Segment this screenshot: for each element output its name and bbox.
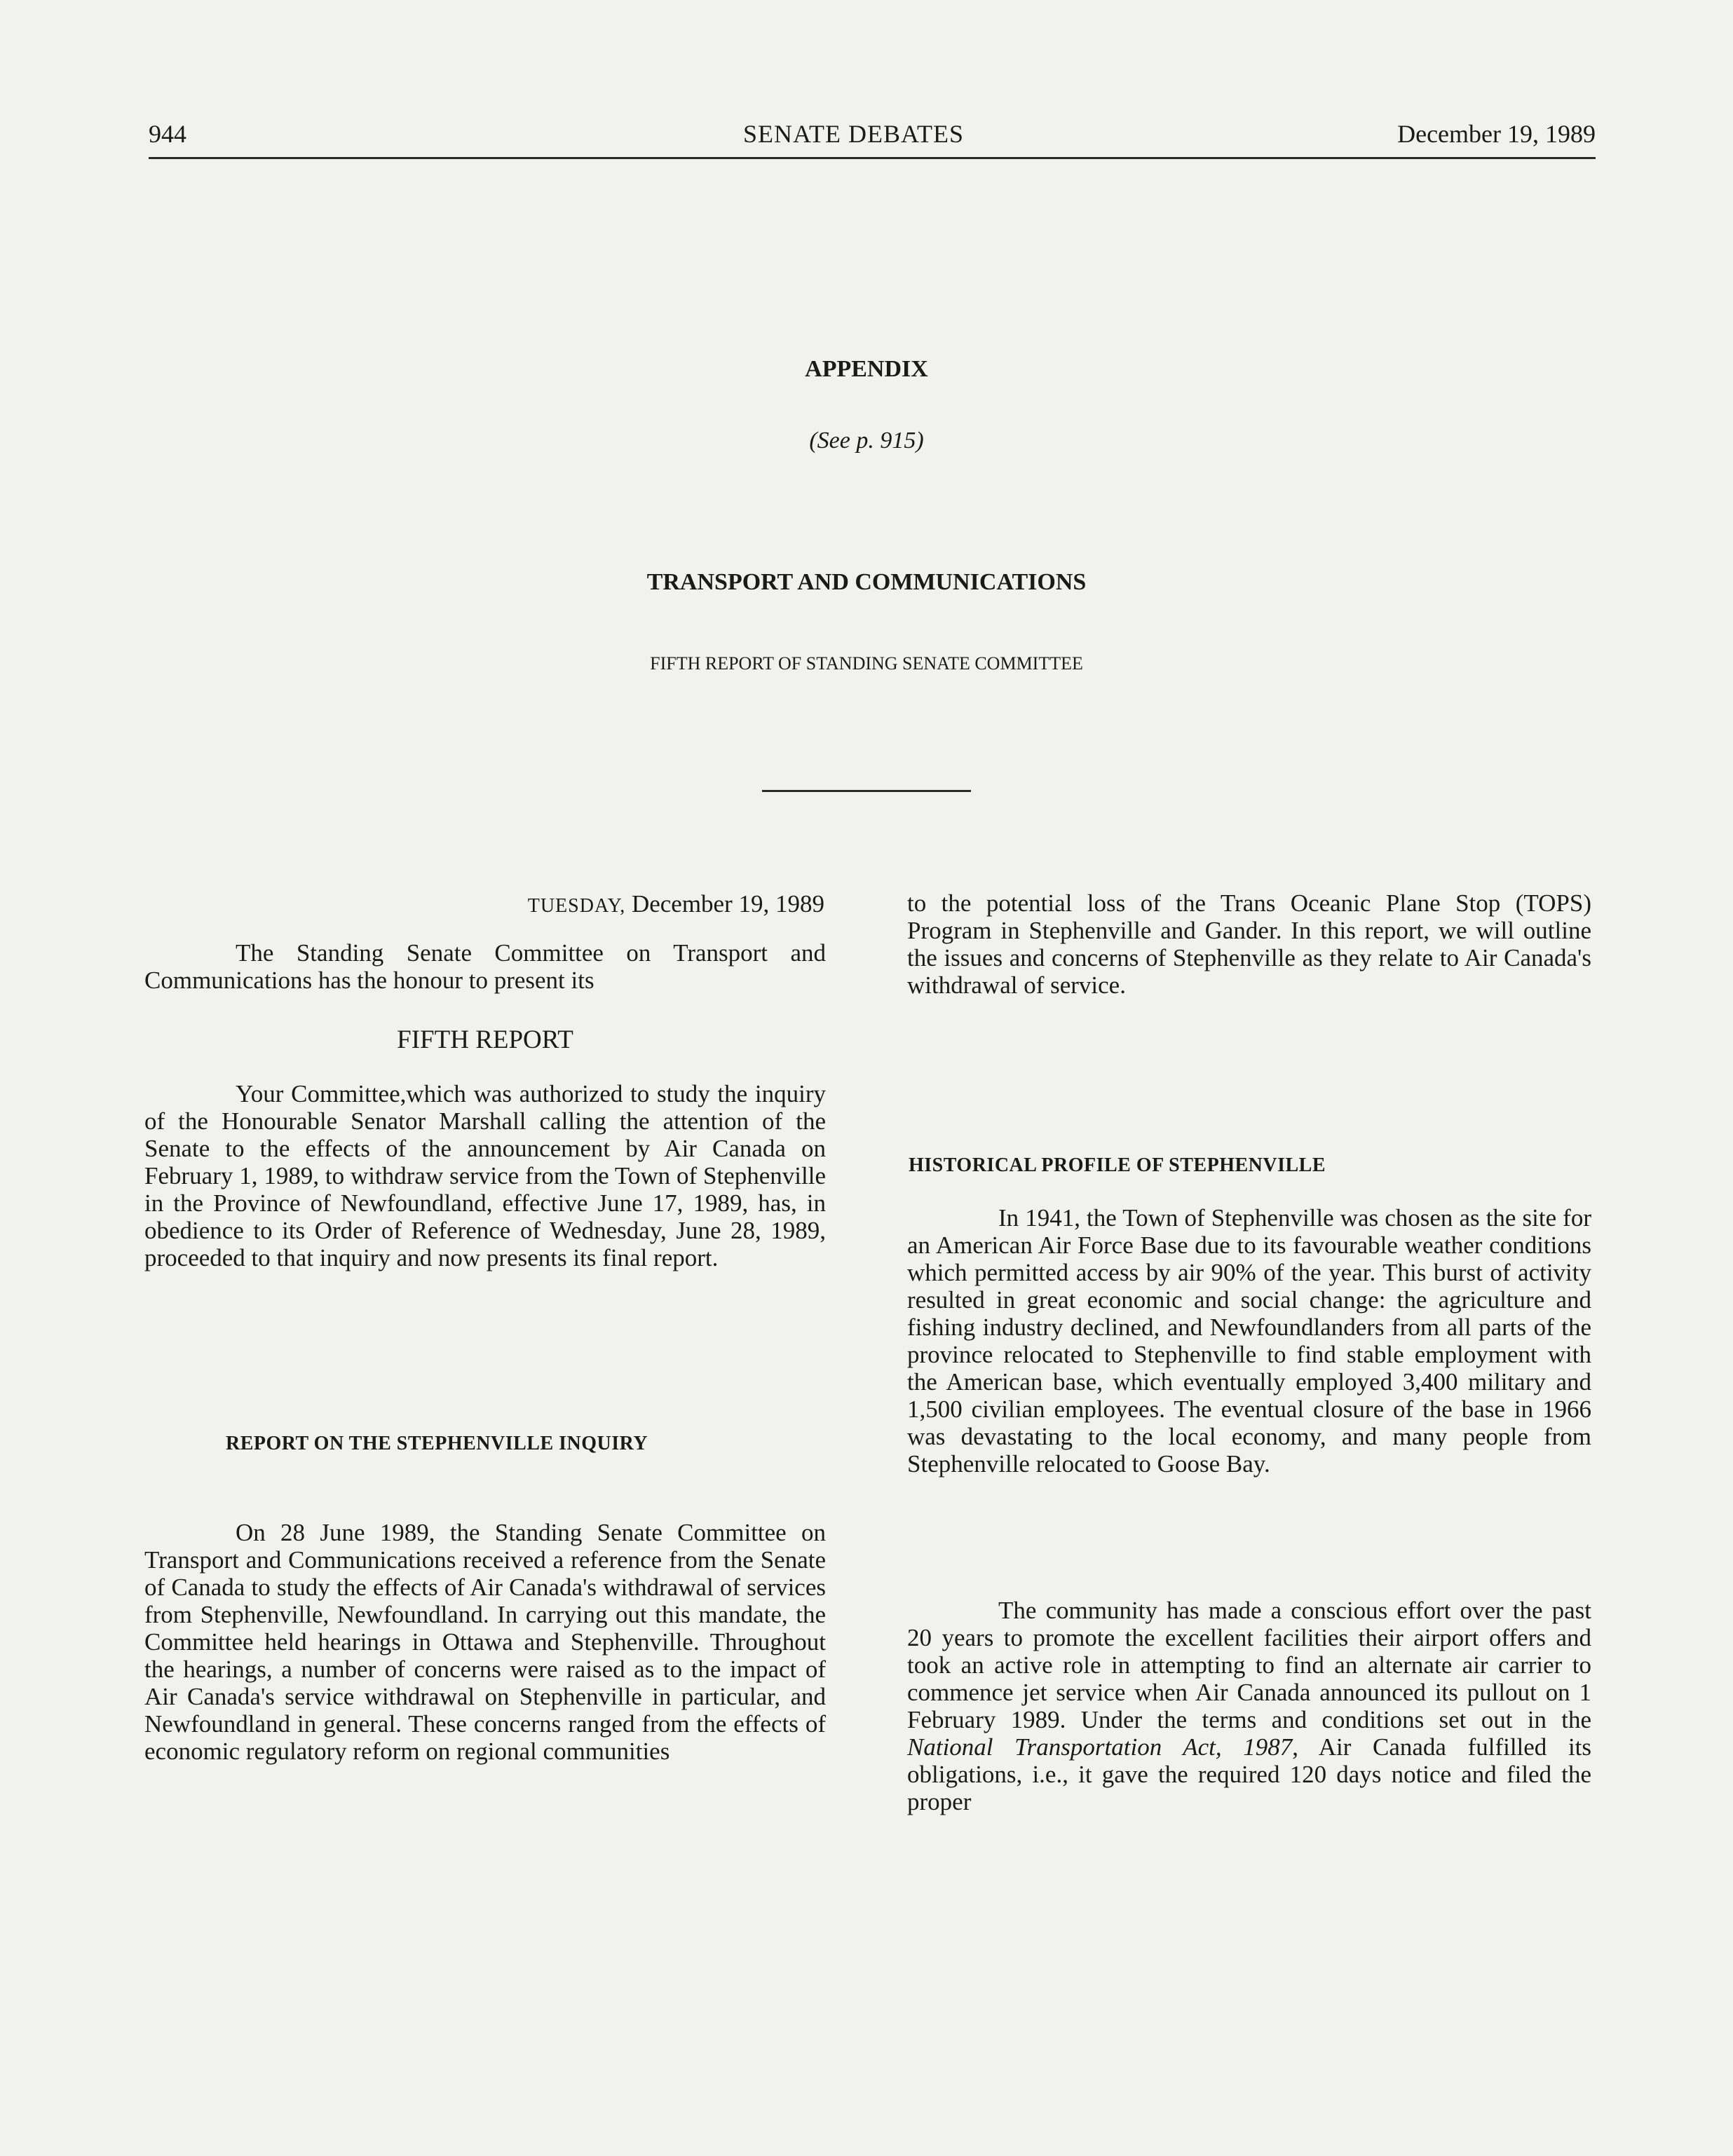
history-p2-text-b: , Air Canada fulfilled its obligations, i.e., it gave the required 120 days notice and filed the proper	[907, 1733, 1592, 1815]
intro-paragraph: The Standing Senate Committee on Transport and Communications has the honour to present its	[144, 939, 826, 994]
report-body-paragraph: Your Committee,which was authorized to study the inquiry of the Honourable Senator Marshall calling the attention of the Senate to the effects of the announcement by Air Canada on February 1, 1989, to withdraw service from the Town of Stephenville in the Province of Newfoundland, effective June 17, 1989, has, in obedience to its Order of Reference of Wednesday, June 28, 1989, proceeded to that inquiry and now presents its final report.	[144, 1080, 826, 1271]
section-divider	[762, 790, 971, 792]
report-date	[528, 890, 824, 918]
intro-paragraph-block	[144, 939, 826, 994]
report-day: TUESDAY,	[527, 895, 626, 917]
history-paragraph-2	[907, 1597, 1591, 1815]
act-title: National Transportation Act, 1987	[907, 1733, 1293, 1761]
page-number: 944	[149, 120, 186, 148]
section-heading-historical-profile: HISTORICAL PROFILE OF STEPHENVILLE	[909, 1154, 1326, 1176]
header-date: December 19, 1989	[1397, 120, 1596, 148]
report-date-value: December 19, 1989	[631, 890, 824, 917]
history-block-2	[907, 1597, 1591, 1815]
appendix-title: APPENDIX	[805, 356, 928, 382]
inquiry-paragraph: On 28 June 1989, the Standing Senate Committee on Transport and Communications received a reference from the Senate of Canada to study the effects of Air Canada's withdrawal of services from Stephenville, Newfoundland. In carrying out this mandate, the Committee held hearings in Ottawa and Stephenville. Throughout the hearings, a number of concerns were raised as to the impact of Air Canada's service withdrawal on Stephenville in particular, and Newfoundland in general. These concerns ranged from the effects of economic regulatory reform on regional communities	[144, 1519, 826, 1765]
continuation-block	[907, 889, 1591, 999]
committee-name: TRANSPORT AND COMMUNICATIONS	[646, 569, 1087, 595]
continuation-paragraph: to the potential loss of the Trans Oceanic Plane Stop (TOPS) Program in Stephenville and Gander. In this report, we will outline the issues and concerns of Stephenville as they relate to Air Canada's withdrawal of service.	[907, 889, 1591, 999]
fifth-report-heading: FIFTH REPORT	[397, 1025, 573, 1054]
history-paragraph-1: In 1941, the Town of Stephenville was chosen as the site for an American Air Force Base due to its favourable weather conditions which permitted access by air 90% of the year. This burst of activity resulted in great economic and social change: the agriculture and fishing industry declined, and Newfoundlanders from all parts of the province relocated to Stephenville to find stable employment with the American base, which eventually employed 3,400 military and 1,500 civilian employees. The eventual closure of the base in 1966 was devastating to the local economy, and many people from Stephenville relocated to Goose Bay.	[907, 1204, 1591, 1478]
section-heading-stephenville-inquiry: REPORT ON THE STEPHENVILLE INQUIRY	[226, 1433, 648, 1454]
report-body-block	[144, 1080, 826, 1271]
page-reference: (See p. 915)	[809, 428, 924, 453]
header-rule	[149, 157, 1596, 159]
inquiry-body-block	[144, 1519, 826, 1765]
history-block-1	[907, 1204, 1591, 1478]
history-p2-text-a: The community has made a conscious effort over the past 20 years to promote the excellent facilities their airport offers and took an active role in attempting to find an alternate air carrier to commence jet service when Air Canada announced its pullout on 1 February 1989. Under the terms and conditions set out in the	[907, 1597, 1591, 1733]
running-title: SENATE DEBATES	[743, 120, 965, 148]
report-subtitle: FIFTH REPORT OF STANDING SENATE COMMITTEE	[650, 653, 1083, 674]
